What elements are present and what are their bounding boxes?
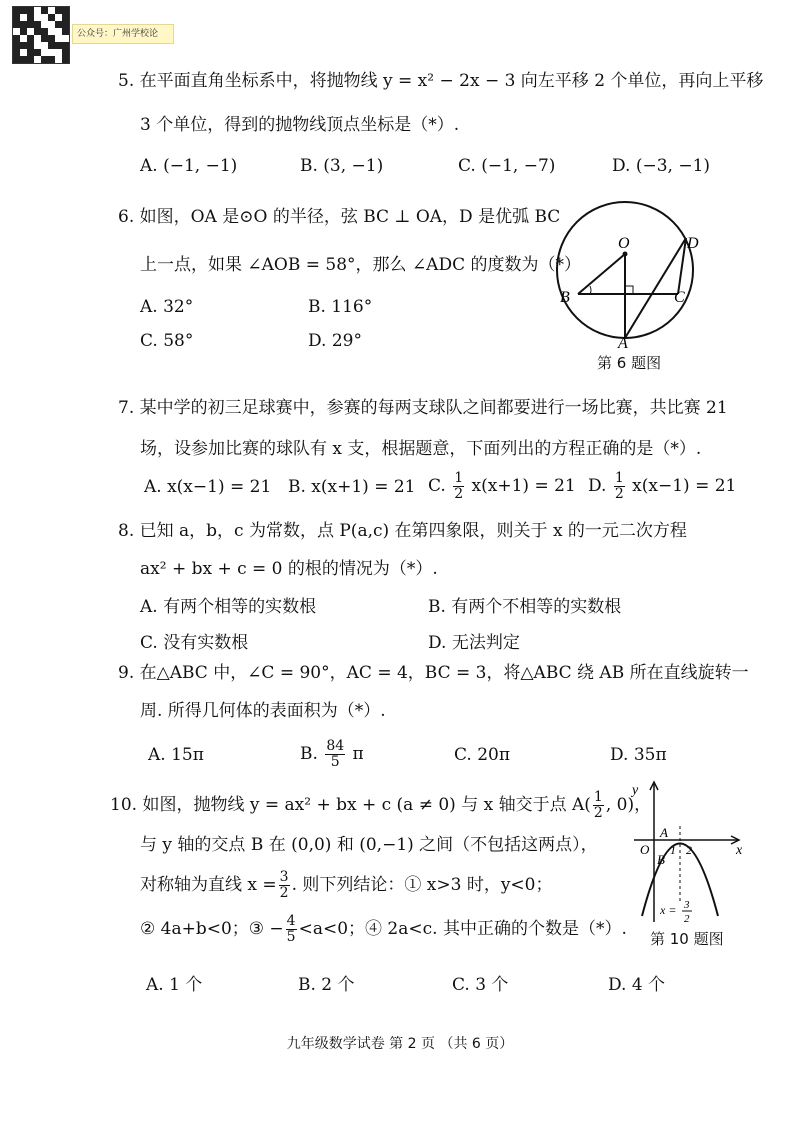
q10-line4: [140, 910, 627, 948]
q10-line1: [110, 788, 651, 822]
q9-option-a: A. 15π: [148, 745, 204, 765]
q10-range-fraction: [286, 914, 297, 945]
fraction-denominator: 5: [286, 929, 296, 945]
page-footer: 九年级数学试卷 第 2 页 （共 6 页）: [286, 1036, 514, 1052]
wechat-label: 公众号：广州学校论: [72, 24, 174, 44]
q9-line2: 周. 所得几何体的表面积为（*）.: [140, 701, 386, 721]
label-d: D: [687, 235, 699, 252]
q6-line1: 6. 如图，OA 是⊙O 的半径，弦 BC ⊥ OA，D 是优弧 BC: [118, 207, 561, 227]
angle-mark: [590, 286, 591, 294]
q7-option-c: [428, 466, 576, 506]
q10-option-d: D. 4 个: [608, 975, 666, 995]
q8-line1: 8. 已知 a，b，c 为常数，点 P(a,c) 在第四象限，则关于 x 的一元二次方程: [118, 521, 687, 541]
fraction-denominator: 5: [330, 754, 340, 770]
q10-option-a: A. 1 个: [146, 975, 203, 995]
q9-option-d: D. 35π: [610, 745, 667, 765]
fraction-denominator: 2: [279, 885, 289, 901]
q9-option-c: C. 20π: [454, 745, 511, 765]
fraction-denominator: 2: [614, 486, 624, 502]
right-angle-mark: [625, 286, 633, 294]
fraction-numerator: 1: [614, 470, 624, 486]
center-point: [623, 252, 628, 257]
q7-option-d-suffix: x(x−1) = 21: [632, 476, 737, 496]
q9-option-b-fraction: [325, 739, 345, 770]
q6-option-d: D. 29°: [308, 331, 362, 351]
q9-option-b: [300, 734, 364, 774]
fraction-numerator: 84: [326, 738, 345, 754]
q7-option-c-prefix: C.: [428, 476, 446, 496]
q5-option-a: A. (−1, −1): [140, 156, 238, 176]
q5-line1: 5. 在平面直角坐标系中，将抛物线 y = x² − 2x − 3 向左平移 2 个单位，再向上平移: [118, 71, 764, 91]
q7-option-d-fraction: [614, 471, 625, 502]
q10-line4-text: ② 4a+b<0；③ −: [140, 919, 284, 939]
graph-tick-1: 1: [670, 843, 676, 857]
q6-figure-caption: 第 6 题图: [597, 354, 662, 372]
q5-line2: 3 个单位，得到的抛物线顶点坐标是（*）.: [140, 115, 460, 135]
q8-option-a: A. 有两个相等的实数根: [140, 597, 317, 617]
q6-option-c: C. 58°: [140, 331, 194, 351]
q10-figure-caption: 第 10 题图: [650, 930, 724, 948]
graph-a-label: A: [660, 825, 668, 840]
q7-option-c-fraction: [453, 471, 464, 502]
fraction-numerator: 4: [286, 913, 296, 929]
fraction-numerator: 1: [454, 470, 464, 486]
fraction-numerator: 3: [279, 869, 289, 885]
fraction-denominator: 2: [593, 805, 603, 821]
q8-option-c: C. 没有实数根: [140, 633, 249, 653]
q6-circle-figure: [550, 198, 720, 348]
q8-option-d: D. 无法判定: [428, 633, 520, 653]
segment-ob: [578, 254, 625, 294]
qr-code: [12, 6, 70, 64]
graph-tick-2: 2: [686, 843, 692, 857]
q10-line1-tail: , 0)，: [605, 795, 652, 815]
fraction-numerator: 1: [593, 789, 603, 805]
q7-option-c-suffix: x(x+1) = 21: [471, 476, 576, 496]
q5-option-b: B. (3, −1): [300, 156, 384, 176]
label-a: A: [618, 335, 628, 348]
q10-line3-text: 对称轴为直线 x =: [140, 875, 277, 895]
graph-axis-den: 2: [684, 913, 690, 925]
graph-b-label: B: [657, 852, 665, 867]
q6-line2: 上一点，如果 ∠AOB = 58°，那么 ∠ADC 的度数为（*）: [140, 255, 582, 275]
q7-option-a: A. x(x−1) = 21: [144, 477, 272, 497]
q10-line3-tail: . 则下列结论：① x>3 时，y<0；: [291, 875, 553, 895]
graph-x-label: x: [736, 843, 743, 858]
q10-line3: [140, 866, 553, 904]
q5-option-d: D. (−3, −1): [612, 156, 711, 176]
q7-option-d: [588, 466, 736, 506]
q7-option-d-prefix: D.: [588, 476, 607, 496]
label-b: B: [560, 289, 570, 306]
q7-line2: 场，设参加比赛的球队有 x 支，根据题意，下面列出的方程正确的是（*）.: [140, 439, 702, 459]
fraction-denominator: 2: [454, 486, 464, 502]
q10-line1-text: 10. 如图，抛物线 y = ax² + bx + c (a ≠ 0) 与 x 轴交于点 A(: [110, 795, 591, 815]
segment-ad: [625, 238, 686, 338]
label-o: O: [618, 235, 630, 252]
q10-option-b: B. 2 个: [298, 975, 355, 995]
label-c: C: [674, 289, 685, 306]
q10-line2: 与 y 轴的交点 B 在 (0,0) 和 (0,−1) 之间（不包括这两点），: [140, 835, 598, 855]
q10-point-a-fraction: [593, 790, 604, 821]
q6-option-a: A. 32°: [140, 297, 194, 317]
q9-option-b-prefix: B.: [300, 744, 318, 764]
q7-option-b: B. x(x+1) = 21: [288, 477, 416, 497]
q7-line1: 7. 某中学的初三足球赛中，参赛的每两支球队之间都要进行一场比赛，共比赛 21: [118, 398, 728, 418]
q9-line1: 9. 在△ABC 中，∠C = 90°，AC = 4，BC = 3，将△ABC 绕 AB 所在直线旋转一: [118, 663, 749, 683]
graph-y-label: y: [632, 783, 639, 798]
graph-origin-label: O: [640, 842, 650, 857]
q8-option-b: B. 有两个不相等的实数根: [428, 597, 622, 617]
q10-option-c: C. 3 个: [452, 975, 509, 995]
q10-axis-fraction: [279, 870, 290, 901]
graph-axis-label: x =: [660, 903, 677, 917]
q9-option-b-suffix: π: [352, 744, 364, 764]
q10-line4-tail: <a<0；④ 2a<c. 其中正确的个数是（*）.: [298, 919, 627, 939]
q8-line2: ax² + bx + c = 0 的根的情况为（*）.: [140, 559, 438, 579]
q6-option-b: B. 116°: [308, 297, 373, 317]
q5-option-c: C. (−1, −7): [458, 156, 556, 176]
q10-parabola-figure: [620, 776, 750, 926]
graph-axis-num: 3: [684, 899, 690, 911]
